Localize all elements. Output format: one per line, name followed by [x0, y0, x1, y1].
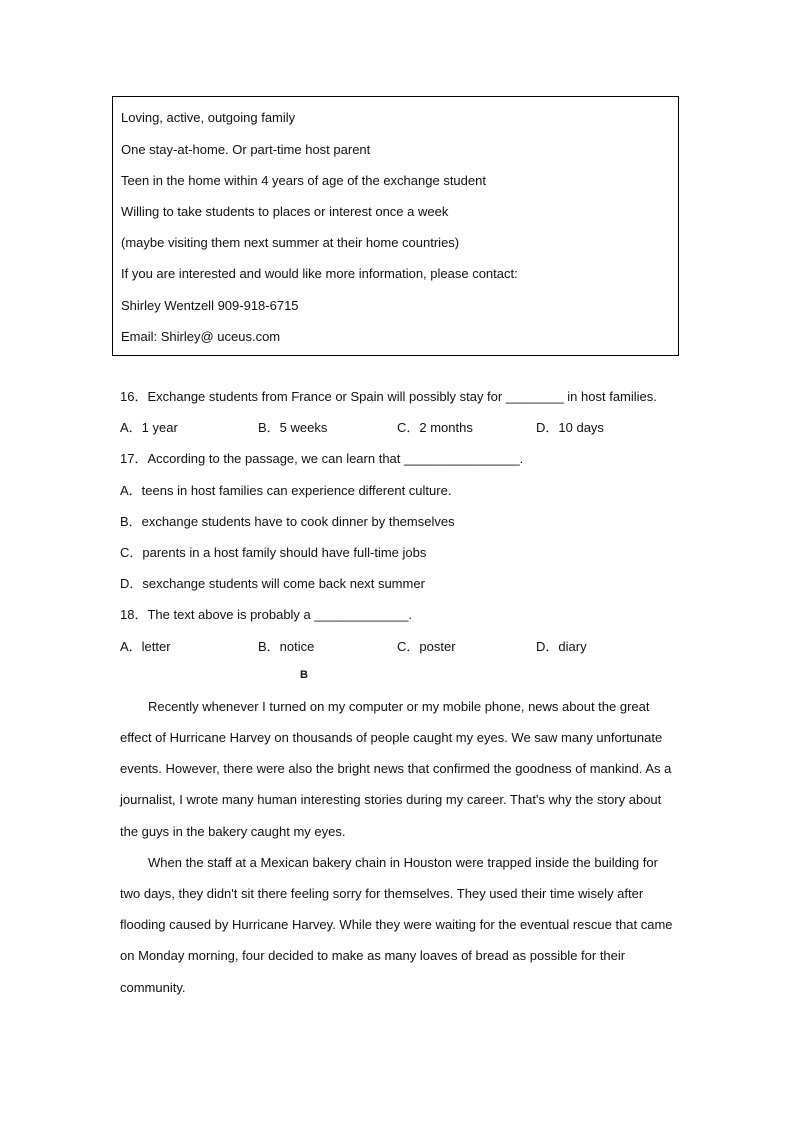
- notice-line: If you are interested and would like more information, please contact:: [121, 266, 518, 281]
- paragraph-2-line: two days, they didn't sit there feeling sorry for themselves. They used their time wisely after: [120, 886, 644, 901]
- paragraph-2-line: flooding caused by Hurricane Harvey. While they were waiting for the eventual rescue that came: [120, 917, 673, 932]
- notice-line: Teen in the home within 4 years of age of the exchange student: [121, 173, 486, 188]
- notice-box: [112, 96, 679, 356]
- notice-line: Shirley Wentzell 909-918-6715: [121, 298, 299, 313]
- notice-line: Loving, active, outgoing family: [121, 110, 296, 125]
- question-16-stem: 16．Exchange students from France or Spain will possibly stay for ________ in host families.: [120, 389, 657, 404]
- question-16-option-a: A．1 year: [120, 420, 178, 435]
- notice-line: Willing to take students to places or interest once a week: [121, 204, 449, 219]
- paragraph-2-line: community.: [120, 980, 186, 995]
- paragraph-1-line: journalist, I wrote many human interesting stories during my career. That's why the story about: [120, 792, 662, 807]
- question-16-option-c: C．2 months: [397, 420, 473, 435]
- question-16-option-d: D．10 days: [536, 420, 604, 435]
- question-17-option-b: B．exchange students have to cook dinner by themselves: [120, 514, 455, 529]
- question-18-stem: 18．The text above is probably a _____________.: [120, 607, 412, 622]
- question-17-option-c: C．parents in a host family should have full-time jobs: [120, 545, 427, 560]
- section-heading: B: [300, 669, 308, 681]
- paragraph-1-line: effect of Hurricane Harvey on thousands of people caught my eyes. We saw many unfortunate: [120, 730, 663, 745]
- paragraph-2-line: on Monday morning, four decided to make as many loaves of bread as possible for their: [120, 948, 626, 963]
- question-18-option-c: C．poster: [397, 639, 456, 654]
- question-17-option-a: A．teens in host families can experience different culture.: [120, 483, 452, 498]
- paragraph-1-line: the guys in the bakery caught my eyes.: [120, 824, 346, 839]
- paragraph-1-line: events. However, there were also the bright news that confirmed the goodness of mankind. As a: [120, 761, 672, 776]
- question-18-option-d: D．diary: [536, 639, 587, 654]
- question-17-stem: 17．According to the passage, we can learn that ________________.: [120, 451, 524, 466]
- question-18-option-b: B．notice: [258, 639, 315, 654]
- notice-line: (maybe visiting them next summer at their home countries): [121, 235, 460, 250]
- question-18-option-a: A．letter: [120, 639, 171, 654]
- paragraph-2-line: When the staff at a Mexican bakery chain in Houston were trapped inside the building for: [148, 855, 658, 870]
- paragraph-1-line: Recently whenever I turned on my computer or my mobile phone, news about the great: [148, 699, 650, 714]
- notice-line: Email: Shirley@ uceus.com: [121, 329, 281, 344]
- question-16-option-b: B．5 weeks: [258, 420, 328, 435]
- notice-line: One stay-at-home. Or part-time host parent: [121, 142, 371, 157]
- question-17-option-d: D．sexchange students will come back next summer: [120, 576, 425, 591]
